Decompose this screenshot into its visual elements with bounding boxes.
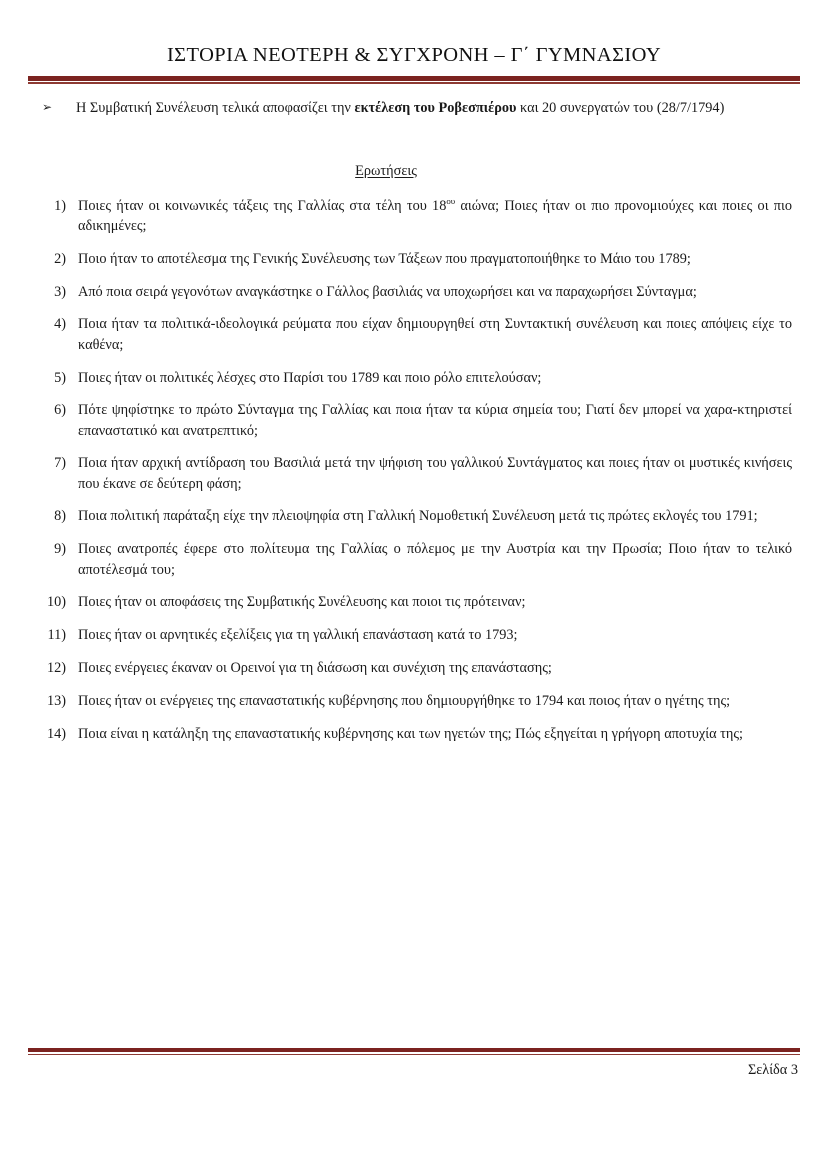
- list-item: [42, 368, 792, 388]
- list-item: [42, 724, 792, 744]
- question-number: 4): [54, 316, 66, 333]
- page-number: Σελίδα 3: [747, 1062, 798, 1078]
- question-text: Ποιες ενέργειες έκαναν οι Ορεινοί για τη διάσωση και συνέχιση της επανάστασης;: [78, 659, 552, 676]
- question-text: Ποιες ήταν οι αρνητικές εξελίξεις για τη γαλλική επανάσταση κατά το 1793;: [78, 627, 518, 644]
- question-number: 8): [54, 508, 66, 525]
- questions-list: [42, 196, 792, 744]
- question-text: Ποιες ήταν οι πολιτικές λέσχες στο Παρίσι του 1789 και ποιο ρόλο επιτελούσαν;: [78, 369, 542, 386]
- page-title: ΙΣΤΟΡΙΑ ΝΕΟΤΕΡΗ & ΣΥΓΧΡΟΝΗ – Γ΄ ΓΥΜΝΑΣΙΟΥ: [166, 44, 662, 66]
- question-text: Ποιες ανατροπές έφερε στο πολίτευμα της Γαλλίας ο πόλεμος με την Αυστρία και την Πρωσία; Ποιο ήταν το τελικό αποτέλεσμά του;: [78, 541, 792, 578]
- bullet-text-tail: και 20 συνεργατών του (28/7/1794): [516, 100, 725, 116]
- question-text: Από ποια σειρά γεγονότων αναγκάστηκε ο Γάλλος βασιλιάς να υποχωρήσει και να παραχωρήσει Σύνταγμα;: [78, 283, 697, 300]
- question-number: 2): [54, 250, 66, 267]
- footer-divider: [28, 1048, 800, 1055]
- questions-heading-label: Ερωτήσεις: [355, 162, 417, 179]
- document-footer: [28, 1048, 800, 1079]
- question-text-part2: αιώνα; Ποιες ήταν οι πιο προνομιούχες και ποιες οι πιο αδικημένες;: [78, 197, 792, 235]
- questions-section-heading: [42, 163, 730, 180]
- list-item: [42, 249, 792, 269]
- question-text: Ποια πολιτική παράταξη είχε την πλειοψηφία στη Γαλλική Νομοθετική Συνέλευση μετά τις πρώτες εκλογές του 1791;: [78, 508, 758, 525]
- question-number: 10): [46, 594, 66, 611]
- list-item: [42, 314, 792, 355]
- question-number: 7): [54, 455, 66, 472]
- question-number: 13): [46, 692, 66, 709]
- list-item: [42, 539, 792, 580]
- question-text: Πότε ψηφίστηκε το πρώτο Σύνταγμα της Γαλλίας και ποια ήταν τα κύρια σημεία του; Γιατί δεν μπορεί να χαρα-κτηριστεί επαναστατικό και ανατρεπτικό;: [78, 402, 792, 439]
- list-item: [42, 506, 792, 526]
- question-number: 11): [47, 627, 66, 644]
- list-item: [42, 400, 792, 441]
- question-number: 9): [54, 541, 66, 558]
- bullet-paragraph: [42, 98, 792, 119]
- question-number: 6): [54, 402, 66, 419]
- question-text-part1: Ποιες ήταν οι κοινωνικές τάξεις της Γαλλίας στα τέλη του 18: [78, 197, 447, 214]
- header-divider-thin-line: [28, 82, 800, 84]
- question-text: Ποιο ήταν το αποτέλεσμα της Γενικής Συνέλευσης των Τάξεων που πραγματοποιήθηκε το Μάιο του 1789;: [78, 250, 691, 267]
- list-item: [42, 196, 792, 237]
- bullet-text-emphasis: εκτέλεση του Ροβεσπιέρου: [354, 100, 517, 116]
- question-text: Ποια ήταν αρχική αντίδραση του Βασιλιά μετά την ψήφιση του γαλλικού Συντάγματος και ποιες ήταν οι μυστικές κινήσεις που έκανε σε δεύτερη φάση;: [78, 455, 792, 492]
- question-number: 3): [54, 283, 66, 300]
- question-text: Ποια ήταν τα πολιτικά-ιδεολογικά ρεύματα που είχαν δημιουργηθεί στη Συντακτική συνέλευση και ποιες απόψεις είχε το καθένα;: [78, 316, 792, 353]
- list-item: [42, 658, 792, 678]
- list-item: [42, 592, 792, 612]
- question-number: 1): [54, 197, 66, 214]
- footer-divider-thin-line: [28, 1054, 800, 1056]
- question-number: 5): [54, 369, 66, 386]
- question-text: Ποιες ήταν οι αποφάσεις της Συμβατικής Συνέλευσης και ποιοι τις πρότειναν;: [78, 594, 526, 611]
- question-number: 14): [46, 725, 66, 742]
- question-text: Ποιες ήταν οι ενέργειες της επαναστατικής κυβέρνησης που δημιουργήθηκε το 1794 και ποιος ήταν ο ηγέτης της;: [78, 692, 731, 709]
- list-item: [42, 625, 792, 645]
- question-text: [78, 196, 792, 237]
- document-body: [42, 98, 792, 756]
- list-item: [42, 282, 792, 302]
- list-item: [42, 453, 792, 494]
- document-header: [28, 44, 800, 84]
- question-number: 12): [46, 659, 66, 676]
- question-text: Ποια είναι η κατάληξη της επαναστατικής κυβέρνησης και των ηγετών της; Πώς εξηγείται η γρήγορη αποτυχία της;: [78, 725, 743, 742]
- question-superscript: ου: [446, 195, 456, 206]
- bullet-paragraph-text: [76, 98, 792, 119]
- list-item: [42, 691, 792, 711]
- header-divider: [28, 76, 800, 84]
- bullet-text-lead: Η Συμβατική Συνέλευση τελικά αποφασίζει την: [76, 100, 355, 116]
- arrow-bullet-icon: ➢: [42, 100, 53, 114]
